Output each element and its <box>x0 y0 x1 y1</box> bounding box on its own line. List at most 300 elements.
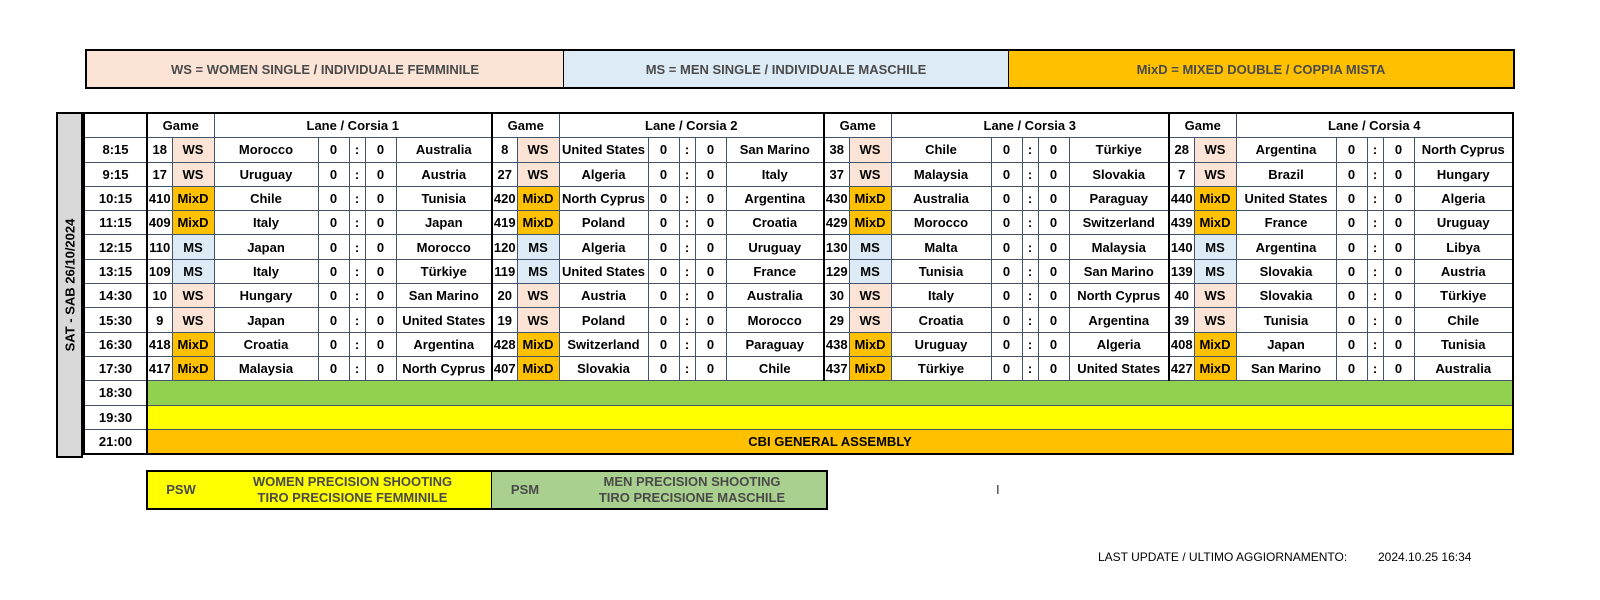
game-type: MS <box>1194 259 1236 283</box>
time-cell: 14:30 <box>84 284 147 308</box>
team-home: Morocco <box>891 211 991 235</box>
game-number: 439 <box>1169 211 1194 235</box>
score-away: 0 <box>1383 186 1414 210</box>
game-type: WS <box>1194 284 1236 308</box>
team-home: Argentina <box>1236 235 1336 259</box>
game-type: MS <box>517 235 559 259</box>
team-away: United States <box>396 308 492 332</box>
psm-code: PSM <box>492 472 558 508</box>
score-home: 0 <box>318 259 349 283</box>
legend-mixd: MixD = MIXED DOUBLE / COPPIA MISTA <box>1009 51 1513 87</box>
game-number: 420 <box>492 186 517 210</box>
score-home: 0 <box>648 259 679 283</box>
score-away: 0 <box>1038 259 1069 283</box>
score-away: 0 <box>1383 356 1414 380</box>
team-away: North Cyprus <box>1414 138 1513 162</box>
schedule-row <box>84 332 1513 356</box>
psm-line2: TIRO PRECISIONE MASCHILE <box>598 490 786 505</box>
score-away: 0 <box>1038 235 1069 259</box>
game-number: 428 <box>492 332 517 356</box>
score-away: 0 <box>1038 308 1069 332</box>
legend-ws: WS = WOMEN SINGLE / INDIVIDUALE FEMMINILE <box>87 51 564 87</box>
score-home: 0 <box>1336 138 1367 162</box>
type-legend <box>85 49 1515 89</box>
score-separator: : <box>349 162 365 186</box>
score-separator: : <box>1367 284 1383 308</box>
score-away: 0 <box>695 356 726 380</box>
score-away: 0 <box>1383 235 1414 259</box>
score-away: 0 <box>695 332 726 356</box>
day-label: SAT - SAB 26/10/2024 <box>62 218 77 352</box>
score-away: 0 <box>695 259 726 283</box>
score-away: 0 <box>365 356 396 380</box>
game-type: MixD <box>517 211 559 235</box>
game-header: Game <box>824 113 891 138</box>
time-cell: 16:30 <box>84 332 147 356</box>
team-home: Italy <box>214 259 318 283</box>
game-number: 410 <box>147 186 172 210</box>
team-away: North Cyprus <box>1069 284 1169 308</box>
game-number: 440 <box>1169 186 1194 210</box>
score-away: 0 <box>365 332 396 356</box>
team-away: Argentina <box>1069 308 1169 332</box>
team-away: Morocco <box>396 235 492 259</box>
score-separator: : <box>1367 186 1383 210</box>
team-away: Türkiye <box>1414 284 1513 308</box>
score-home: 0 <box>1336 235 1367 259</box>
time-cell: 11:15 <box>84 211 147 235</box>
score-separator: : <box>1022 138 1038 162</box>
team-home: United States <box>559 138 648 162</box>
game-number: 139 <box>1169 259 1194 283</box>
team-home: Austria <box>559 284 648 308</box>
score-away: 0 <box>365 308 396 332</box>
score-away: 0 <box>1038 138 1069 162</box>
team-home: France <box>1236 211 1336 235</box>
score-away: 0 <box>695 308 726 332</box>
team-home: North Cyprus <box>559 186 648 210</box>
score-home: 0 <box>648 186 679 210</box>
schedule-row <box>84 186 1513 210</box>
score-away: 0 <box>695 211 726 235</box>
game-type: MixD <box>849 356 891 380</box>
team-home: Slovakia <box>1236 259 1336 283</box>
score-home: 0 <box>318 332 349 356</box>
score-away: 0 <box>695 284 726 308</box>
team-away: Türkiye <box>1069 138 1169 162</box>
team-away: San Marino <box>396 284 492 308</box>
score-away: 0 <box>695 186 726 210</box>
game-number: 19 <box>492 308 517 332</box>
game-type: MixD <box>1194 186 1236 210</box>
team-away: Tunisia <box>1414 332 1513 356</box>
score-separator: : <box>1022 332 1038 356</box>
score-separator: : <box>349 211 365 235</box>
score-separator: : <box>1367 332 1383 356</box>
score-separator: : <box>349 138 365 162</box>
game-type: WS <box>172 308 214 332</box>
game-number: 110 <box>147 235 172 259</box>
game-type: WS <box>517 138 559 162</box>
score-away: 0 <box>1383 308 1414 332</box>
score-away: 0 <box>1038 211 1069 235</box>
score-home: 0 <box>648 211 679 235</box>
time-cell: 18:30 <box>84 381 147 405</box>
score-separator: : <box>679 332 695 356</box>
header-row <box>84 113 1513 138</box>
team-home: United States <box>1236 186 1336 210</box>
header-corner <box>84 113 147 138</box>
game-number: 8 <box>492 138 517 162</box>
game-number: 130 <box>824 235 849 259</box>
score-separator: : <box>679 235 695 259</box>
precision-legend <box>146 470 828 510</box>
score-away: 0 <box>1038 186 1069 210</box>
score-away: 0 <box>1383 138 1414 162</box>
team-home: Türkiye <box>891 356 991 380</box>
team-home: United States <box>559 259 648 283</box>
score-separator: : <box>1367 162 1383 186</box>
game-type: MixD <box>172 186 214 210</box>
score-home: 0 <box>991 356 1022 380</box>
game-header: Game <box>147 113 214 138</box>
time-cell: 17:30 <box>84 356 147 380</box>
time-cell: 9:15 <box>84 162 147 186</box>
score-home: 0 <box>991 284 1022 308</box>
score-separator: : <box>1022 211 1038 235</box>
score-separator: : <box>1022 284 1038 308</box>
team-away: Morocco <box>726 308 824 332</box>
span-row <box>84 405 1513 429</box>
game-type: MixD <box>172 332 214 356</box>
game-number: 20 <box>492 284 517 308</box>
score-home: 0 <box>648 162 679 186</box>
score-away: 0 <box>1383 162 1414 186</box>
game-number: 29 <box>824 308 849 332</box>
score-away: 0 <box>695 235 726 259</box>
team-home: Morocco <box>214 138 318 162</box>
game-type: MixD <box>1194 332 1236 356</box>
team-home: Malta <box>891 235 991 259</box>
game-type: MS <box>172 235 214 259</box>
team-away: Chile <box>1414 308 1513 332</box>
game-number: 30 <box>824 284 849 308</box>
score-away: 0 <box>365 162 396 186</box>
score-home: 0 <box>991 332 1022 356</box>
game-number: 28 <box>1169 138 1194 162</box>
score-separator: : <box>679 284 695 308</box>
score-home: 0 <box>1336 308 1367 332</box>
game-type: MixD <box>172 211 214 235</box>
score-separator: : <box>349 356 365 380</box>
score-home: 0 <box>318 162 349 186</box>
game-number: 37 <box>824 162 849 186</box>
span-row <box>84 381 1513 405</box>
score-away: 0 <box>1383 332 1414 356</box>
score-away: 0 <box>365 211 396 235</box>
score-away: 0 <box>1038 332 1069 356</box>
score-separator: : <box>349 259 365 283</box>
score-home: 0 <box>318 138 349 162</box>
score-separator: : <box>679 211 695 235</box>
game-number: 10 <box>147 284 172 308</box>
score-home: 0 <box>648 284 679 308</box>
team-home: Brazil <box>1236 162 1336 186</box>
game-type: MixD <box>172 356 214 380</box>
team-home: Croatia <box>214 332 318 356</box>
span-event: CBI GENERAL ASSEMBLY <box>147 429 1513 454</box>
score-away: 0 <box>1383 211 1414 235</box>
score-home: 0 <box>991 211 1022 235</box>
score-home: 0 <box>991 235 1022 259</box>
game-type: WS <box>172 138 214 162</box>
score-separator: : <box>1367 308 1383 332</box>
schedule-row <box>84 235 1513 259</box>
team-home: Japan <box>214 308 318 332</box>
time-cell: 21:00 <box>84 429 147 454</box>
game-header: Game <box>492 113 559 138</box>
game-type: WS <box>172 284 214 308</box>
team-home: Hungary <box>214 284 318 308</box>
team-away: Algeria <box>1414 186 1513 210</box>
score-separator: : <box>349 235 365 259</box>
game-type: MS <box>849 235 891 259</box>
game-type: WS <box>849 138 891 162</box>
score-separator: : <box>1022 356 1038 380</box>
time-cell: 12:15 <box>84 235 147 259</box>
score-home: 0 <box>991 162 1022 186</box>
team-home: Slovakia <box>1236 284 1336 308</box>
team-away: Argentina <box>726 186 824 210</box>
score-separator: : <box>679 186 695 210</box>
score-away: 0 <box>365 284 396 308</box>
game-type: MixD <box>849 211 891 235</box>
team-away: Austria <box>1414 259 1513 283</box>
score-home: 0 <box>318 186 349 210</box>
psm-description <box>558 472 826 508</box>
team-home: Italy <box>214 211 318 235</box>
score-separator: : <box>1022 259 1038 283</box>
score-home: 0 <box>1336 332 1367 356</box>
team-away: Paraguay <box>726 332 824 356</box>
game-type: MS <box>517 259 559 283</box>
score-separator: : <box>349 284 365 308</box>
team-home: Argentina <box>1236 138 1336 162</box>
score-separator: : <box>679 356 695 380</box>
game-type: MixD <box>1194 356 1236 380</box>
team-away: Uruguay <box>1414 211 1513 235</box>
team-away: Australia <box>1414 356 1513 380</box>
game-number: 39 <box>1169 308 1194 332</box>
score-away: 0 <box>365 259 396 283</box>
team-away: Paraguay <box>1069 186 1169 210</box>
span-event <box>147 381 1513 405</box>
lane-header-3: Lane / Corsia 3 <box>891 113 1169 138</box>
game-type: WS <box>172 162 214 186</box>
time-cell: 19:30 <box>84 405 147 429</box>
game-number: 18 <box>147 138 172 162</box>
score-home: 0 <box>318 284 349 308</box>
team-home: Australia <box>891 186 991 210</box>
team-home: Algeria <box>559 162 648 186</box>
lane-header-1: Lane / Corsia 1 <box>214 113 492 138</box>
game-number: 419 <box>492 211 517 235</box>
score-home: 0 <box>648 356 679 380</box>
team-home: Uruguay <box>214 162 318 186</box>
lane-header-2: Lane / Corsia 2 <box>559 113 824 138</box>
psw-line1: WOMEN PRECISION SHOOTING <box>252 474 453 489</box>
span-event <box>147 405 1513 429</box>
team-home: Japan <box>1236 332 1336 356</box>
score-home: 0 <box>1336 356 1367 380</box>
game-type: WS <box>1194 138 1236 162</box>
team-home: Poland <box>559 308 648 332</box>
team-away: Argentina <box>396 332 492 356</box>
team-home: Algeria <box>559 235 648 259</box>
team-away: North Cyprus <box>396 356 492 380</box>
team-away: Austria <box>396 162 492 186</box>
score-separator: : <box>679 138 695 162</box>
score-home: 0 <box>318 211 349 235</box>
team-away: Uruguay <box>726 235 824 259</box>
game-number: 418 <box>147 332 172 356</box>
team-away: United States <box>1069 356 1169 380</box>
last-update-label: LAST UPDATE / ULTIMO AGGIORNAMENTO: <box>1098 550 1348 564</box>
schedule-row <box>84 356 1513 380</box>
game-number: 437 <box>824 356 849 380</box>
game-type: MS <box>849 259 891 283</box>
game-type: MixD <box>517 356 559 380</box>
schedule-row <box>84 138 1513 162</box>
lane-header-4: Lane / Corsia 4 <box>1236 113 1513 138</box>
team-away: Switzerland <box>1069 211 1169 235</box>
score-away: 0 <box>365 186 396 210</box>
game-number: 27 <box>492 162 517 186</box>
team-away: Hungary <box>1414 162 1513 186</box>
psw-description <box>214 472 492 508</box>
team-home: Croatia <box>891 308 991 332</box>
score-separator: : <box>349 308 365 332</box>
score-away: 0 <box>1038 284 1069 308</box>
team-away: Türkiye <box>396 259 492 283</box>
game-type: WS <box>849 308 891 332</box>
team-home: Tunisia <box>1236 308 1336 332</box>
schedule-row <box>84 162 1513 186</box>
game-number: 38 <box>824 138 849 162</box>
time-cell: 10:15 <box>84 186 147 210</box>
game-number: 7 <box>1169 162 1194 186</box>
game-type: MixD <box>517 186 559 210</box>
game-number: 430 <box>824 186 849 210</box>
schedule-table <box>83 112 1514 455</box>
team-away: San Marino <box>726 138 824 162</box>
game-number: 17 <box>147 162 172 186</box>
score-home: 0 <box>648 332 679 356</box>
team-away: Australia <box>726 284 824 308</box>
game-type: MS <box>172 259 214 283</box>
score-home: 0 <box>1336 162 1367 186</box>
score-separator: : <box>1367 211 1383 235</box>
game-number: 427 <box>1169 356 1194 380</box>
game-number: 40 <box>1169 284 1194 308</box>
score-separator: : <box>349 186 365 210</box>
game-type: MS <box>1194 235 1236 259</box>
score-home: 0 <box>318 356 349 380</box>
team-home: Malaysia <box>214 356 318 380</box>
team-away: France <box>726 259 824 283</box>
schedule-row <box>84 259 1513 283</box>
score-away: 0 <box>365 138 396 162</box>
score-separator: : <box>1022 162 1038 186</box>
game-type: WS <box>849 162 891 186</box>
score-home: 0 <box>648 308 679 332</box>
team-away: Croatia <box>726 211 824 235</box>
game-type: MixD <box>1194 211 1236 235</box>
team-home: Chile <box>214 186 318 210</box>
score-home: 0 <box>648 138 679 162</box>
team-home: Malaysia <box>891 162 991 186</box>
score-separator: : <box>1022 186 1038 210</box>
day-sidebar <box>56 112 83 458</box>
game-number: 438 <box>824 332 849 356</box>
game-header: Game <box>1169 113 1236 138</box>
team-away: Australia <box>396 138 492 162</box>
score-away: 0 <box>1383 284 1414 308</box>
game-type: MixD <box>849 332 891 356</box>
score-separator: : <box>1367 138 1383 162</box>
game-type: MixD <box>517 332 559 356</box>
schedule-row <box>84 284 1513 308</box>
game-type: WS <box>1194 162 1236 186</box>
schedule-row <box>84 308 1513 332</box>
time-cell: 8:15 <box>84 138 147 162</box>
score-home: 0 <box>991 138 1022 162</box>
score-separator: : <box>679 308 695 332</box>
stray-mark: I <box>996 482 1000 497</box>
team-home: Tunisia <box>891 259 991 283</box>
score-away: 0 <box>695 162 726 186</box>
game-number: 408 <box>1169 332 1194 356</box>
team-away: Japan <box>396 211 492 235</box>
team-away: Tunisia <box>396 186 492 210</box>
game-number: 120 <box>492 235 517 259</box>
team-away: Chile <box>726 356 824 380</box>
psw-line2: TIRO PRECISIONE FEMMINILE <box>257 490 448 505</box>
team-home: Switzerland <box>559 332 648 356</box>
game-number: 429 <box>824 211 849 235</box>
team-home: Italy <box>891 284 991 308</box>
team-away: Libya <box>1414 235 1513 259</box>
psw-code: PSW <box>148 472 214 508</box>
score-separator: : <box>1367 235 1383 259</box>
span-row <box>84 429 1513 454</box>
game-number: 9 <box>147 308 172 332</box>
score-home: 0 <box>1336 211 1367 235</box>
score-separator: : <box>349 332 365 356</box>
team-away: Italy <box>726 162 824 186</box>
score-home: 0 <box>991 186 1022 210</box>
score-home: 0 <box>1336 284 1367 308</box>
psm-line1: MEN PRECISION SHOOTING <box>603 474 781 489</box>
score-home: 0 <box>648 235 679 259</box>
score-separator: : <box>1022 308 1038 332</box>
game-type: WS <box>517 162 559 186</box>
game-number: 409 <box>147 211 172 235</box>
game-type: MixD <box>849 186 891 210</box>
score-home: 0 <box>318 308 349 332</box>
team-home: Japan <box>214 235 318 259</box>
score-away: 0 <box>1038 162 1069 186</box>
